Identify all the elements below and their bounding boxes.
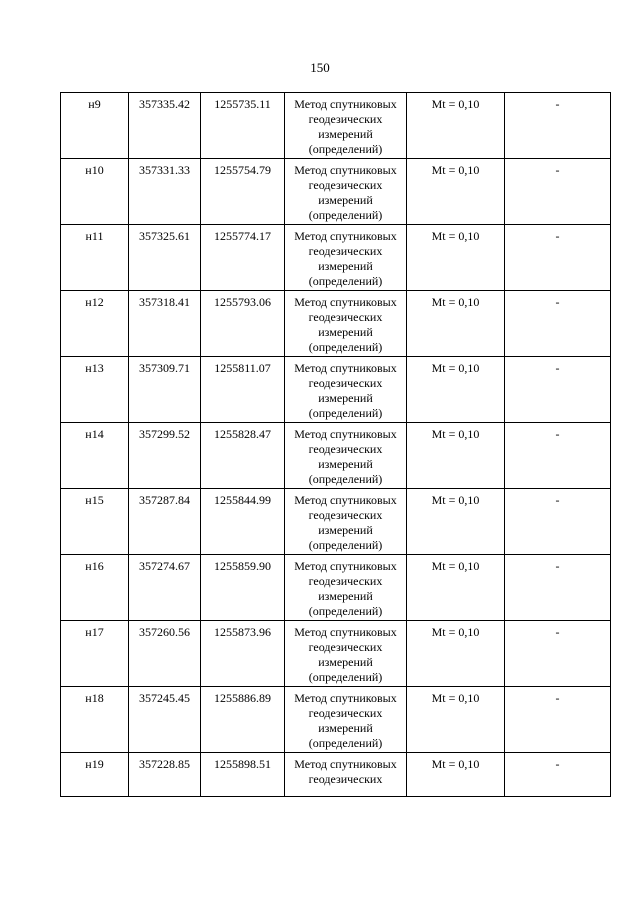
method-line: геодезических <box>308 376 383 390</box>
y-coordinate-cell: 1255793.06 <box>201 291 285 357</box>
method-line: Метод спутниковых <box>294 163 397 177</box>
point-name-cell: н12 <box>61 291 129 357</box>
method-line: геодезических <box>308 310 383 324</box>
method-line: (определений) <box>308 208 383 222</box>
method-line: Метод спутниковых <box>294 295 397 309</box>
x-coordinate-cell: 357274.67 <box>129 555 201 621</box>
note-cell: - <box>505 225 611 291</box>
x-coordinate-cell: 357245.45 <box>129 687 201 753</box>
y-coordinate-cell: 1255828.47 <box>201 423 285 489</box>
accuracy-cell: Mt = 0,10 <box>407 489 505 555</box>
x-coordinate-cell: 357331.33 <box>129 159 201 225</box>
x-coordinate-cell: 357228.85 <box>129 753 201 797</box>
coordinates-table-body <box>61 93 611 797</box>
y-coordinate-cell: 1255811.07 <box>201 357 285 423</box>
method-line: Метод спутниковых <box>294 229 397 243</box>
x-coordinate-cell: 357309.71 <box>129 357 201 423</box>
method-line: Метод спутниковых <box>294 559 397 573</box>
method-line: измерений <box>318 457 373 471</box>
x-coordinate-cell: 357299.52 <box>129 423 201 489</box>
method-line: (определений) <box>308 142 383 156</box>
accuracy-cell: Mt = 0,10 <box>407 93 505 159</box>
method-cell <box>285 357 407 423</box>
table-row <box>61 423 611 489</box>
y-coordinate-cell: 1255774.17 <box>201 225 285 291</box>
table-row <box>61 687 611 753</box>
table-row <box>61 291 611 357</box>
y-coordinate-cell: 1255844.99 <box>201 489 285 555</box>
table-row <box>61 93 611 159</box>
y-coordinate-cell: 1255886.89 <box>201 687 285 753</box>
point-name-cell: н17 <box>61 621 129 687</box>
table-row <box>61 225 611 291</box>
x-coordinate-cell: 357260.56 <box>129 621 201 687</box>
page-number: 150 <box>310 60 330 75</box>
method-line: (определений) <box>308 340 383 354</box>
method-line: измерений <box>318 391 373 405</box>
method-line: геодезических <box>308 772 383 786</box>
point-name-cell: н15 <box>61 489 129 555</box>
note-cell: - <box>505 753 611 797</box>
table-row <box>61 357 611 423</box>
y-coordinate-cell: 1255735.11 <box>201 93 285 159</box>
note-cell: - <box>505 621 611 687</box>
note-cell: - <box>505 423 611 489</box>
method-cell <box>285 291 407 357</box>
note-cell: - <box>505 159 611 225</box>
method-line: измерений <box>318 721 373 735</box>
method-line: геодезических <box>308 706 383 720</box>
table-row <box>61 159 611 225</box>
method-line: измерений <box>318 325 373 339</box>
x-coordinate-cell: 357318.41 <box>129 291 201 357</box>
method-line: Метод спутниковых <box>294 691 397 705</box>
method-cell <box>285 753 407 797</box>
method-cell <box>285 93 407 159</box>
accuracy-cell: Mt = 0,10 <box>407 555 505 621</box>
point-name-cell: н13 <box>61 357 129 423</box>
accuracy-cell: Mt = 0,10 <box>407 159 505 225</box>
point-name-cell: н9 <box>61 93 129 159</box>
method-line: геодезических <box>308 178 383 192</box>
method-line: (определений) <box>308 406 383 420</box>
y-coordinate-cell: 1255754.79 <box>201 159 285 225</box>
note-cell: - <box>505 687 611 753</box>
method-cell <box>285 555 407 621</box>
point-name-cell: н16 <box>61 555 129 621</box>
coordinates-table <box>60 92 611 797</box>
note-cell: - <box>505 357 611 423</box>
method-line: Метод спутниковых <box>294 493 397 507</box>
method-line: измерений <box>318 127 373 141</box>
method-line: геодезических <box>308 508 383 522</box>
y-coordinate-cell: 1255898.51 <box>201 753 285 797</box>
method-line: измерений <box>318 589 373 603</box>
accuracy-cell: Mt = 0,10 <box>407 753 505 797</box>
point-name-cell: н10 <box>61 159 129 225</box>
method-line: (определений) <box>308 604 383 618</box>
x-coordinate-cell: 357325.61 <box>129 225 201 291</box>
point-name-cell: н14 <box>61 423 129 489</box>
method-line: измерений <box>318 193 373 207</box>
method-line: (определений) <box>308 538 383 552</box>
y-coordinate-cell: 1255859.90 <box>201 555 285 621</box>
method-cell <box>285 225 407 291</box>
method-line: измерений <box>318 655 373 669</box>
x-coordinate-cell: 357335.42 <box>129 93 201 159</box>
method-cell <box>285 489 407 555</box>
method-line: (определений) <box>308 472 383 486</box>
method-line: геодезических <box>308 442 383 456</box>
method-cell <box>285 687 407 753</box>
accuracy-cell: Mt = 0,10 <box>407 621 505 687</box>
y-coordinate-cell: 1255873.96 <box>201 621 285 687</box>
method-cell <box>285 423 407 489</box>
x-coordinate-cell: 357287.84 <box>129 489 201 555</box>
note-cell: - <box>505 489 611 555</box>
method-line: геодезических <box>308 574 383 588</box>
method-line: Метод спутниковых <box>294 757 397 771</box>
method-line: геодезических <box>308 112 383 126</box>
method-cell <box>285 621 407 687</box>
method-line: измерений <box>318 259 373 273</box>
accuracy-cell: Mt = 0,10 <box>407 423 505 489</box>
table-row <box>61 753 611 797</box>
method-line: Метод спутниковых <box>294 97 397 111</box>
accuracy-cell: Mt = 0,10 <box>407 225 505 291</box>
method-line: (определений) <box>308 274 383 288</box>
table-row <box>61 621 611 687</box>
method-line: геодезических <box>308 244 383 258</box>
note-cell: - <box>505 93 611 159</box>
method-line: геодезических <box>308 640 383 654</box>
point-name-cell: н18 <box>61 687 129 753</box>
method-line: измерений <box>318 523 373 537</box>
point-name-cell: н19 <box>61 753 129 797</box>
table-row <box>61 489 611 555</box>
accuracy-cell: Mt = 0,10 <box>407 291 505 357</box>
accuracy-cell: Mt = 0,10 <box>407 357 505 423</box>
method-line: Метод спутниковых <box>294 427 397 441</box>
method-line: (определений) <box>308 670 383 684</box>
method-line: Метод спутниковых <box>294 361 397 375</box>
accuracy-cell: Mt = 0,10 <box>407 687 505 753</box>
method-cell <box>285 159 407 225</box>
table-row <box>61 555 611 621</box>
method-line: Метод спутниковых <box>294 625 397 639</box>
note-cell: - <box>505 291 611 357</box>
note-cell: - <box>505 555 611 621</box>
point-name-cell: н11 <box>61 225 129 291</box>
method-line: (определений) <box>308 736 383 750</box>
